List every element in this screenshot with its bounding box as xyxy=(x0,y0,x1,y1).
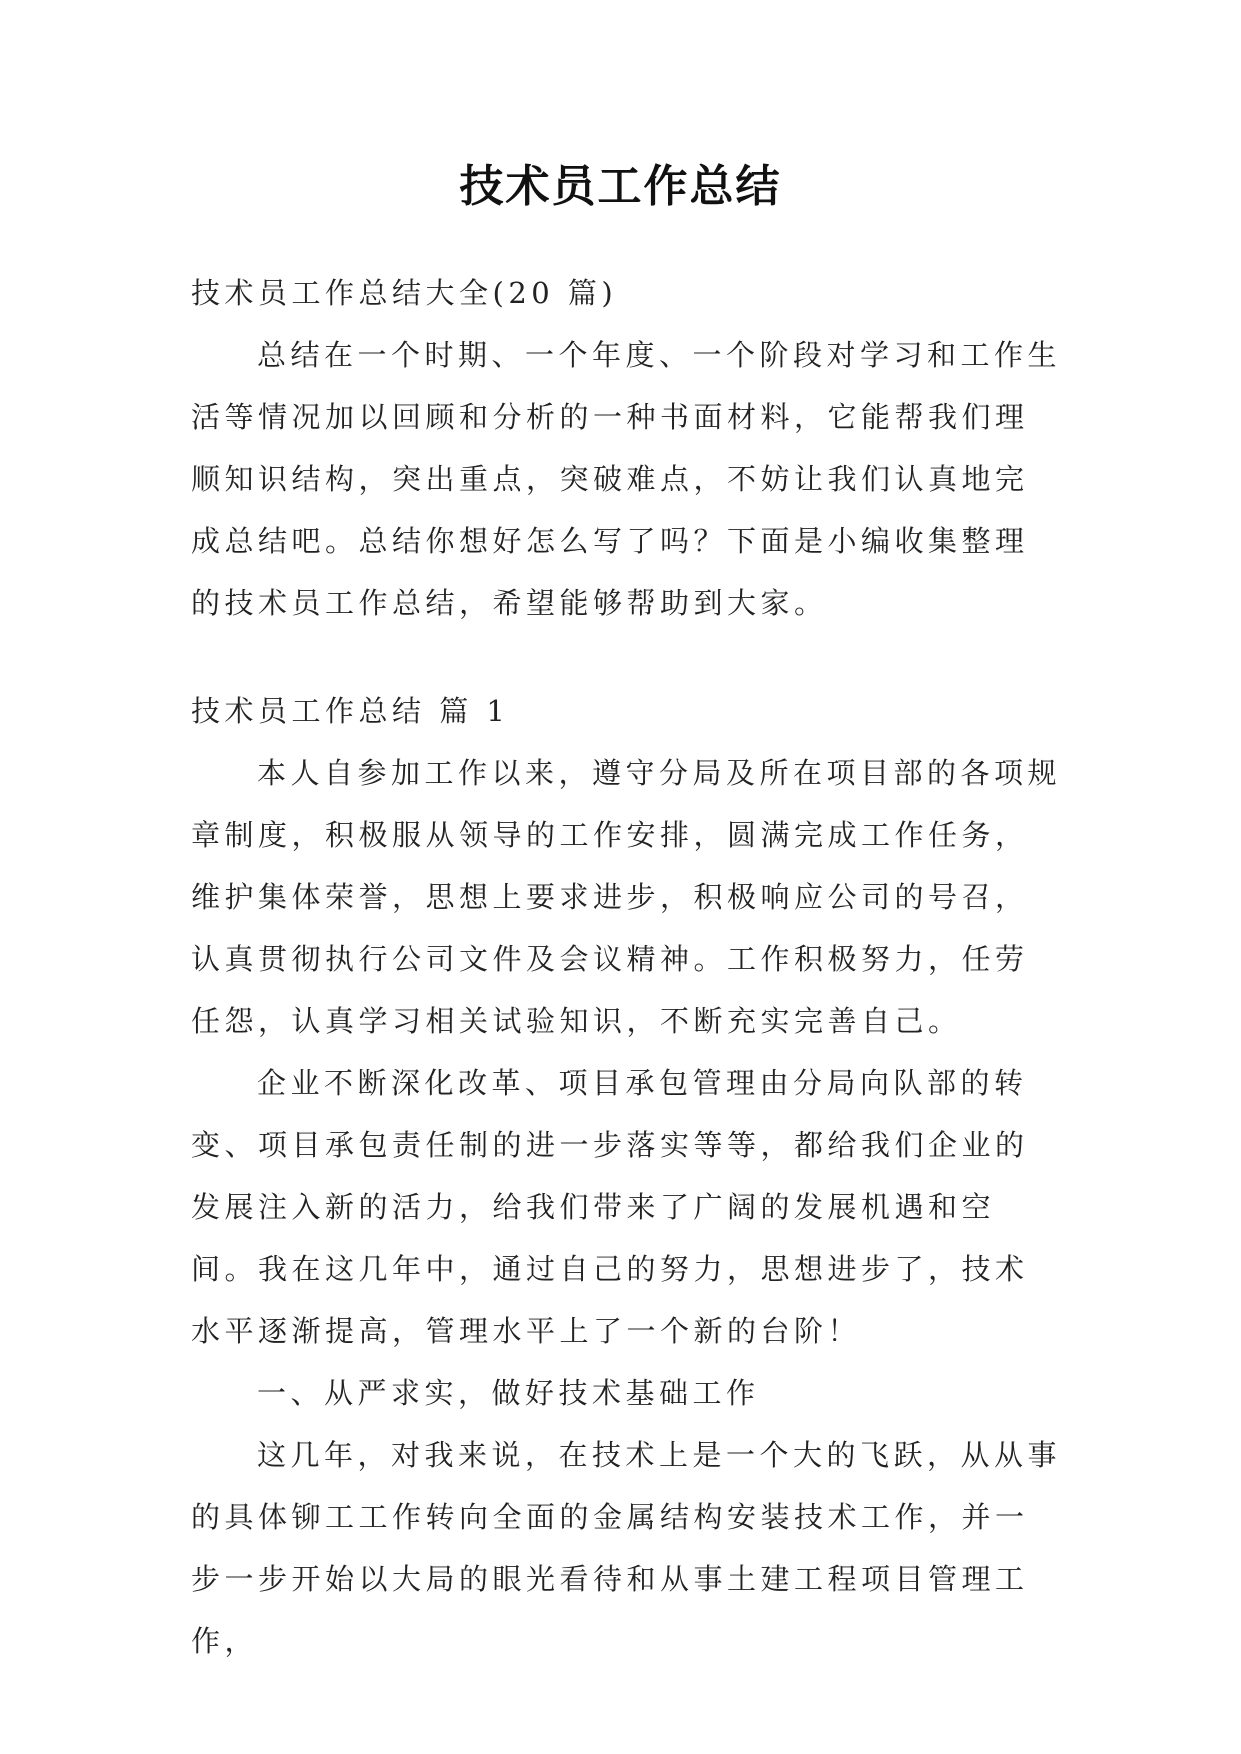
document-body xyxy=(191,262,1061,1672)
body-paragraph: 企业不断深化改革、项目承包管理由分局向队部的转变、项目承包责任制的进一步落实等等，都给我们企业的发展注入新的活力，给我们带来了广阔的发展机遇和空间。我在这几年中，通过自己的努力，思想进步了，技术水平逐渐提高，管理水平上了一个新的台阶！ xyxy=(191,1066,1029,1348)
section-heading: 技术员工作总结 篇 1 xyxy=(191,694,510,728)
section-spacer xyxy=(191,634,1061,680)
document-subtitle: 技术员工作总结大全(20 篇) xyxy=(191,276,618,310)
document-title: 技术员工作总结 xyxy=(459,161,782,212)
body-paragraph: 这几年，对我来说，在技术上是一个大的飞跃，从从事的具体铆工工作转向全面的金属结构安装技术工作，并一步一步开始以大局的眼光看待和从事土建工程项目管理工作， xyxy=(191,1438,1062,1658)
intro-paragraph: 总结在一个时期、一个年度、一个阶段对学习和工作生活等情况加以回顾和分析的一种书面材料，它能帮我们理顺知识结构，突出重点，突破难点，不妨让我们认真地完成总结吧。总结你想好怎么写了吗？下面是小编收集整理的技术员工作总结，希望能够帮助到大家。 xyxy=(191,338,1062,620)
subsection-heading: 一、从严求实，做好技术基础工作 xyxy=(257,1376,760,1410)
body-paragraph: 本人自参加工作以来，遵守分局及所在项目部的各项规章制度，积极服从领导的工作安排，圆满完成工作任务，维护集体荣誉，思想上要求进步，积极响应公司的号召，认真贯彻执行公司文件及会议精神。工作积极努力，任劳任怨，认真学习相关试验知识，不断充实完善自己。 xyxy=(191,756,1062,1038)
